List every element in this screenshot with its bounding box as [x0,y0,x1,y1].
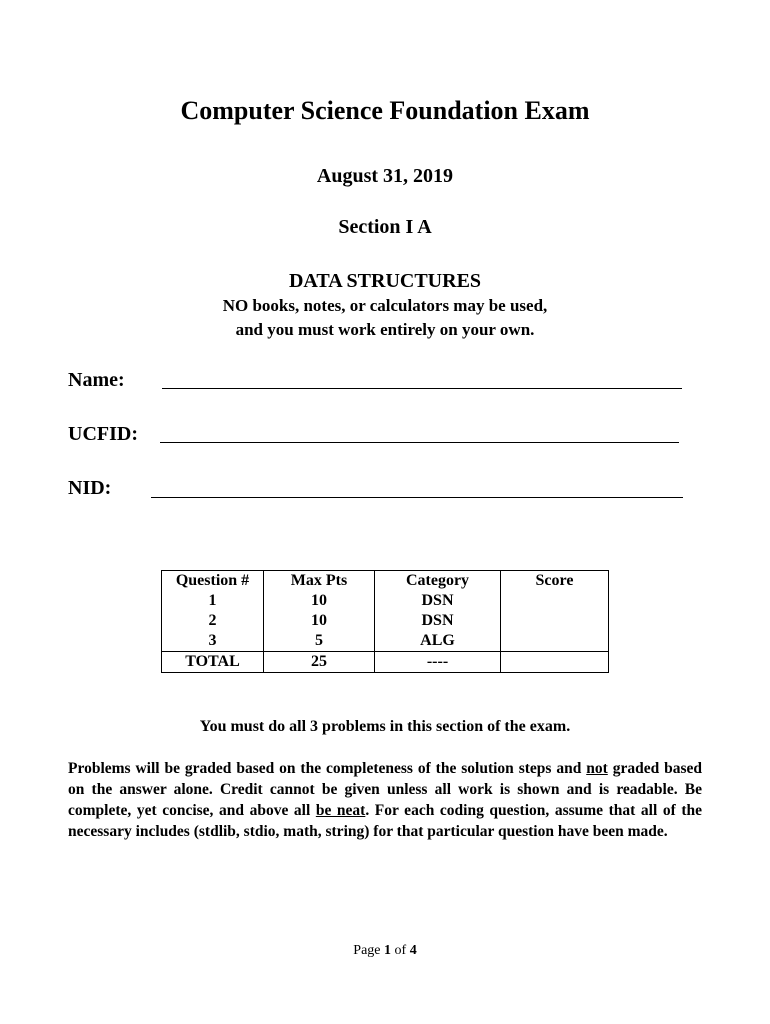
nid-blank-line [151,497,683,498]
header-question: Question # [162,571,264,592]
underlined-be-neat: be neat [315,802,366,819]
grading-text-part-3: . For each coding question, assume that all of the necessary includes (stdlib, stdio, math, string) for that particular question have been made. [68,802,702,840]
score-table [161,570,609,673]
exam-subject: DATA STRUCTURES [288,270,482,292]
score-cell [501,591,609,611]
score-cell [501,611,609,631]
grading-text-part-1: Problems will be graded based on the completeness of the solution steps and [68,760,587,777]
page-footer [0,943,770,959]
table-row [162,591,609,611]
header-max-pts: Max Pts [264,571,375,592]
total-label: TOTAL [162,652,264,673]
exam-title: Computer Science Foundation Exam [180,96,590,125]
question-number: 2 [162,611,264,631]
max-pts: 5 [264,631,375,652]
name-label: Name: [68,369,125,391]
ucfid-blank-line [160,442,679,443]
ucfid-label: UCFID: [68,423,138,445]
question-number: 3 [162,631,264,652]
table-row [162,611,609,631]
exam-date: August 31, 2019 [316,165,454,187]
score-table-header-row [162,571,609,592]
header-score: Score [501,571,609,592]
page-current: 1 [384,943,392,958]
grading-paragraph [68,758,702,842]
score-cell [501,631,609,652]
page-total: 4 [409,943,417,958]
underlined-not: not [586,760,608,777]
exam-section: Section I A [338,216,432,238]
table-total-row [162,652,609,673]
total-category: ---- [375,652,501,673]
header-category: Category [375,571,501,592]
name-blank-line [162,388,682,389]
total-max-pts: 25 [264,652,375,673]
grading-text-part-2: graded based on the answer alone. Credit cannot be given unless all work is shown and is readable. Be complete, yet concise, and above all [68,760,703,819]
total-score-cell [501,652,609,673]
page-of: of [394,943,407,958]
exam-rules-line-1: NO books, notes, or calculators may be used, [222,296,548,315]
category: ALG [375,631,501,652]
page-word: Page [353,943,381,958]
nid-label: NID: [68,477,112,499]
exam-rules-line-2: and you must work entirely on your own. [235,320,535,339]
main-instruction: You must do all 3 problems in this section of the exam. [199,718,571,735]
table-row [162,631,609,652]
max-pts: 10 [264,591,375,611]
question-number: 1 [162,591,264,611]
category: DSN [375,611,501,631]
max-pts: 10 [264,611,375,631]
category: DSN [375,591,501,611]
